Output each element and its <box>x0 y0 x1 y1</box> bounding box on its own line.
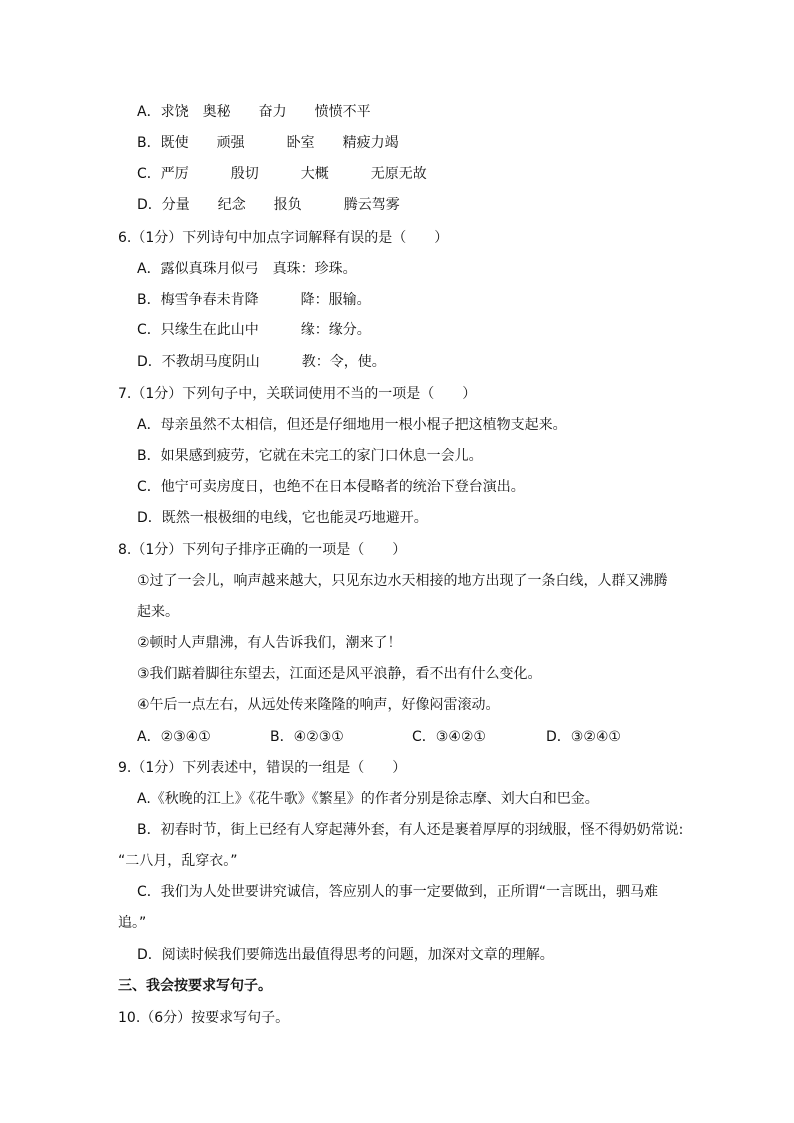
q8-sentence-3: ③我们踮着脚往东望去，江面还是风平浪静，看不出有什么变化。 <box>137 666 542 682</box>
q8-option-a: A．②③④① <box>137 729 211 745</box>
q9-stem: 9.（1分）下列表述中，错误的一组是（ ） <box>118 760 407 776</box>
q8-option-c: C．③④②① <box>412 729 486 745</box>
section-3-title: 三、我会按要求写句子。 <box>118 978 272 994</box>
q8-option-b: B．④②③① <box>270 729 344 745</box>
q6-option-a: A．露似真珠月似弓 真珠：珍珠。 <box>137 261 357 277</box>
q6-option-b: B．梅雪争春未肯降 降：服输。 <box>137 292 371 308</box>
q8-stem: 8.（1分）下列句子排序正确的一项是（ ） <box>118 542 407 558</box>
q5-option-d: D．分量 纪念 报负 腾云驾雾 <box>137 197 400 213</box>
q9-option-c-cont: 追。” <box>118 915 147 931</box>
q7-option-c: C．他宁可卖房度日，也绝不在日本侵略者的统治下登台演出。 <box>137 479 525 495</box>
q5-option-c: C．严厉 殷切 大概 无原无故 <box>137 166 427 182</box>
q9-option-a: A.《秋晚的江上》《花牛歌》《繁星》的作者分别是徐志摩、刘大白和巴金。 <box>137 791 599 807</box>
q7-option-b: B．如果感到疲劳，它就在未完工的家门口休息一会儿。 <box>137 448 483 464</box>
q9-option-c: C．我们为人处世要讲究诚信，答应别人的事一定要做到，正所谓“一言既出，驷马难 <box>137 884 659 900</box>
q6-option-c: C．只缘生在此山中 缘：缘分。 <box>137 322 371 338</box>
q8-sentence-1: ①过了一会儿，响声越来越大，只见东边水天相接的地方出现了一条白线，人群又沸腾 <box>137 573 668 589</box>
q8-sentence-4: ④午后一点左右，从远处传来隆隆的响声，好像闷雷滚动。 <box>137 697 500 713</box>
q9-option-b-cont: “二八月，乱穿衣。” <box>118 853 238 869</box>
q6-option-d: D．不教胡马度阴山 教：令，使。 <box>137 354 386 370</box>
q7-option-a: A．母亲虽然不太相信，但还是仔细地用一根小棍子把这植物支起来。 <box>137 417 567 433</box>
q10-stem: 10.（6分）按要求写句子。 <box>118 1010 290 1026</box>
q8-sentence-1-cont: 起来。 <box>137 604 179 620</box>
q9-option-b: B．初春时节，街上已经有人穿起薄外套，有人还是裹着厚厚的羽绒服，怪不得奶奶常说: <box>137 822 684 838</box>
q7-stem: 7.（1分）下列句子中，关联词使用不当的一项是（ ） <box>118 386 477 402</box>
q6-stem: 6.（1分）下列诗句中加点字词解释有误的是（ ） <box>118 230 449 246</box>
q5-option-b: B．既使 顽强 卧室 精疲力竭 <box>137 135 399 151</box>
q9-option-d: D．阅读时候我们要筛选出最值得思考的问题，加深对文章的理解。 <box>137 947 554 963</box>
q8-option-d: D．③②④① <box>546 729 621 745</box>
q8-sentence-2: ②顿时人声鼎沸，有人告诉我们，潮来了！ <box>137 635 402 651</box>
q5-option-a: A．求饶 奥秘 奋力 愤愤不平 <box>137 104 371 120</box>
q7-option-d: D．既然一根极细的电线，它也能灵巧地避开。 <box>137 510 428 526</box>
